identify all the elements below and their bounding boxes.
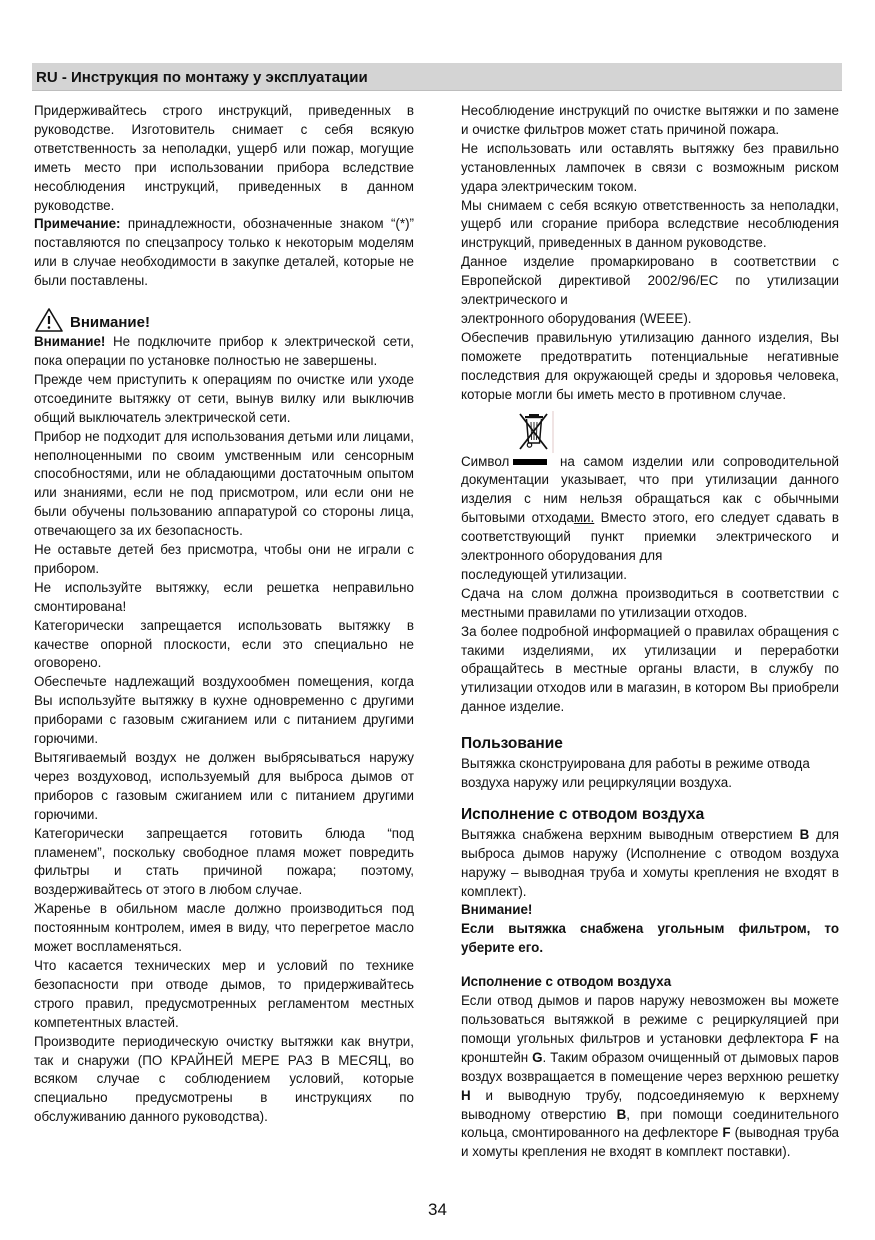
safety-paragraph: Вытягиваемый воздух не должен выбрясываться наружу через воздуховод, используемый для выброса дымов от приборов с газовым сжиганием или с питанием другими горючими.: [34, 750, 414, 822]
exhaust-text-cont: для выброса дымов наружу (Исполнение с отводом воздуха наружу – выводная труба и хомуты крепления не входят в комплект).: [461, 826, 839, 899]
warning-paragraph: [34, 333, 414, 371]
recirc-text: . Таким образом очищенный от дымовых паров воздух возвращается в помещение через верхнюю решетку: [461, 1049, 839, 1084]
intro-paragraph: Придерживайтесь строго инструкций, приведенных в руководстве. Изготовитель снимает с себя всякую ответственность за неполадки, ущерб или пожар, могущие иметь место при использовании прибора вследствие несоблюдения инструкций, приведенных в данном руководстве.: [34, 103, 414, 213]
usage-paragraph: Вытяжка сконструирована для работы в режиме отвода воздуха наружу или рециркуляции воздуха.: [461, 756, 810, 790]
deflector-f-label: F: [809, 1030, 819, 1046]
usage-heading: Пользование: [461, 735, 563, 753]
page-number: 34: [428, 1200, 447, 1219]
weee-paragraph: Данное изделие промаркировано в соответствии с Европейской директивой 2002/96/EC по утилизации электрического и: [461, 254, 839, 308]
right-column: [461, 102, 839, 1162]
warning-text: Не подключите прибор к электрической сети, пока операции по установке полностью не завершены.: [34, 334, 414, 368]
section-title: RU - Инструкция по монтажу у эксплуатации: [36, 69, 368, 86]
safety-paragraph: Прибор не подходит для использования детьми или лицами, неполноценными по своим умственным или сенсорным способностями, или не обладающими достаточным опытом или знаниями, если не под присмотром, или если они не были обучены пользованию аппаратурой со стороны лица, отвечающего за их безопасность.: [34, 428, 414, 539]
recirculation-heading: Исполнение с отводом воздуха: [461, 974, 672, 990]
liability-paragraph: Мы снимаем с себя всякую ответственность за неполадки, ущерб или сгорание прибора вследствие несоблюдения инструкций, приведенных в данном руководстве.: [461, 197, 839, 251]
warning-triangle-icon: [34, 307, 64, 333]
left-column: [34, 102, 414, 1127]
recirc-text: и выводную трубу, подсоединяемую к верхнему выводному отверстию: [461, 1087, 839, 1122]
exhaust-paragraph: [461, 826, 839, 902]
outlet-b-label: B: [616, 1106, 627, 1122]
grille-h-label: H: [461, 1087, 471, 1103]
weee-bar-icon: [513, 459, 547, 465]
recirc-text: на кронштейн: [461, 1030, 839, 1065]
cleaning-paragraph: Несоблюдение инструкций по очистке вытяжки и по замене и очистке фильтров может стать причиной пожара.: [461, 103, 839, 137]
note-label: Примечание:: [34, 216, 121, 232]
warning-heading: [34, 305, 414, 333]
section-header: [32, 63, 842, 91]
weee-paragraph-cont: электронного оборудования (WEEE).: [461, 310, 692, 326]
info-paragraph: За более подробной информацией о правилах обращения с такими изделиями, их утилизации и переработки обращайтесь в местные органы власти, в службу по утилизации отходов или в магазин, в котором Вы приобрели данное изделие.: [461, 623, 839, 715]
safety-paragraph: Не используйте вытяжку, если решетка неправильно смонтирована!: [34, 579, 414, 614]
symbol-paragraph: [461, 453, 839, 566]
disposal-paragraph: Обеспечив правильную утилизацию данного изделия, Вы поможете предотвратить потенциальные негативные последствия для окружающей среды и здоровья человека, которые могли бы иметь место в противном случае.: [461, 329, 839, 402]
safety-paragraph: Обеспечьте надлежащий воздухообмен помещения, когда Вы используйте вытяжку в кухне одновременно с другими приборами с газовым сжиганием или с питанием другими горючими.: [34, 674, 414, 747]
weee-symbol-row: [461, 411, 839, 453]
recirc-text: Если отвод дымов и паров наружу невозможен вы можете пользоваться вытяжкой в режиме с рециркуляцией при помощи угольных фильтров и установки дефлектора: [461, 993, 839, 1046]
exhaust-heading: Исполнение с отводом воздуха: [461, 805, 705, 823]
safety-paragraph: Не оставьте детей без присмотра, чтобы они не играли с прибором.: [34, 542, 414, 576]
safety-paragraph: Категорически запрещается использовать вытяжку в качестве опорной плоскости, если это специально не оговорено.: [34, 617, 414, 671]
symbol-text-cont: Вместо этого, его следует сдавать в соответствующий пункт приемки электрического и электронного оборудования для: [461, 510, 839, 564]
symbol-text-underlined: ми.: [573, 510, 595, 526]
attention-label-text: Внимание!: [461, 902, 533, 918]
safety-paragraph: Жаренье в обильном масле должно производиться под постоянным контролем, имея в виду, что перегретое масло может воспламеняться.: [34, 901, 414, 955]
safety-paragraph: Что касается технических мер и условий по технике безопасности при отводе дымов, то придерживайтесь строго правил, предусмотренных регламентом местных компетентных властей.: [34, 957, 414, 1030]
safety-paragraph: Прежде чем приступить к операциям по очистке или уходе отсоедините вытяжку от сети, вынув вилку или выключив общий выключатель электрической сети.: [34, 371, 414, 425]
deflector-f-label: F: [722, 1125, 731, 1141]
attention-text: Если вытяжка снабжена угольным фильтром, то уберите его.: [461, 921, 839, 956]
outlet-b-label: B: [799, 826, 810, 842]
scrap-paragraph: Сдача на слом должна производиться в соответствии с местными правилами по утилизации отходов.: [461, 585, 839, 620]
note-text: принадлежности, обозначенные знаком “(*)” поставляются по спецзапросу только к некоторым моделям или в случае необходимости в закупке деталей, которые не были поставлены.: [34, 216, 414, 289]
note-paragraph: [34, 215, 414, 291]
warning-label: Внимание!: [34, 334, 106, 350]
exhaust-text: Вытяжка снабжена верхним выводным отверстием: [461, 826, 800, 842]
lamps-paragraph: Не использовать или оставлять вытяжку без правильно установленных лампочек в связи с возможным риском удара электрическим током.: [461, 140, 839, 194]
safety-paragraph: Производите периодическую очистку вытяжки как внутри, так и снаружи (ПО КРАЙНЕЙ МЕРЕ РАЗ В МЕСЯЦ, во всяком случае с соблюдением условий, которые специально предусмотрены в инструкциях по обслуживанию данного руководства).: [34, 1033, 414, 1125]
attention-label: [461, 901, 839, 920]
recirculation-paragraph: [461, 992, 839, 1162]
symbol-text: на самом изделии или сопроводительной документации указывает, что при утилизации данного изделия с ним нельзя обращаться как с обычными бытовыми отхода: [461, 453, 839, 526]
warning-title: Внимание!: [70, 314, 150, 332]
symbol-word: Символ: [461, 453, 510, 469]
attention-paragraph: [461, 920, 839, 958]
bracket-g-label: G: [532, 1049, 543, 1065]
recirc-text: (выводная труба и хомуты крепления не входят в комплект поставки).: [461, 1125, 840, 1160]
symbol-paragraph-cont: последующей утилизации.: [461, 566, 627, 582]
crossed-bin-icon: [516, 411, 556, 453]
safety-paragraph: Категорически запрещается готовить блюда “под пламенем”, поскольку свободное пламя может повредить фильтры и стать причиной пожара; поэтому, воздерживайтесь от этого в любом случае.: [34, 825, 414, 898]
recirc-text: , при помощи соединительного кольца, смонтированного на дефлекторе: [461, 1106, 839, 1141]
